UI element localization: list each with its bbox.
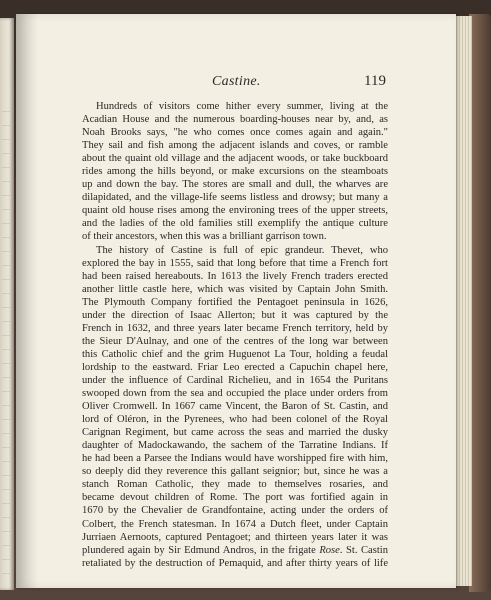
text-line: Jurriaen Aernoots, captured Pentagoet; and thirteen years later it was	[82, 531, 388, 543]
text-line: Colbert, the French statesman. In 1674 a Dutch fleet, under Captain	[82, 518, 388, 530]
text-line: plundered again by Sir Edmund Andros, in the frigate Rose. St. Castin	[82, 544, 388, 556]
text-line: Hundreds of visitors come hither every summer, living at the	[96, 101, 388, 112]
text-line: under the direction of Isaac Allerton; but it was captured by the	[82, 309, 388, 321]
running-title: Castine.	[212, 74, 261, 89]
text-line: quaint old house rises among the environing trees of the upper streets,	[82, 205, 388, 217]
page-header	[0, 74, 491, 94]
text-line: They sail and fish among the adjacent islands and coves, or ramble	[82, 140, 388, 152]
text-line: and the ladies of the old families still exemplify the antique culture	[82, 218, 388, 230]
text-line: about the quaint old village and the adjacent woods, or take buckboard	[82, 153, 388, 165]
book-cover-edge	[469, 14, 491, 592]
text-line: another little castle here, which was visited by Captain John Smith.	[82, 283, 388, 295]
paragraph	[82, 244, 388, 570]
text-line: The Plymouth Company fortified the Pentagoet peninsula in 1626,	[82, 296, 388, 308]
text-line: 1670 by the Chevalier de Grandfontaine, acting under the orders of	[82, 505, 388, 517]
text-line: he had been a Parsee the Indians would have worshipped fire with him,	[82, 453, 388, 465]
body-text	[82, 100, 388, 570]
text-line: dilapidated, and the village-life seems listless and drowsy; but many a	[82, 192, 388, 204]
text-line: the Sieur D'Aulnay, and one of the centres of the long war between	[82, 335, 388, 347]
text-line: of their ancestors, when this was a brilliant garrison town.	[82, 231, 327, 243]
paragraph	[82, 100, 388, 244]
facing-page-text-marks	[2, 98, 10, 578]
page-gutter-shadow	[16, 14, 38, 588]
text-line: Noah Brooks says, "he who comes once comes again and again."	[82, 127, 388, 139]
text-line: up and down the bay. The stores are small and dull, the wharves are	[82, 179, 388, 191]
text-line: lordship to the eastward. Friar Leo erected a Capuchin chapel here,	[82, 361, 388, 373]
text-line: stanch Roman Catholic, they made to themselves rosaries, and	[82, 479, 388, 491]
text-line: rides among the hills beyond, or make excursions on the steamboats	[82, 166, 388, 178]
text-line: so deeply did they reverence this gallant seignior; but, since he was a	[82, 466, 388, 478]
text-line: French in 1632, and three years later became French territory, held by	[82, 322, 388, 334]
text-line: Carignan Regiment, but came across the seas and married the dusky	[82, 427, 388, 439]
text-line: lord of Oléron, in the Pyrenees, who had been colonel of the Royal	[82, 414, 388, 426]
text-line: this Catholic chief and the grim Huguenot La Tour, holding a feudal	[82, 348, 388, 360]
text-line: daughter of Madockawando, the sachem of the Tarratine Indians. If	[82, 440, 388, 452]
text-line: retaliated by the destruction of Pemaquid, and after thirty years of life	[82, 557, 388, 569]
text-line: under the influence of Cardinal Richelieu, and in 1654 the Puritans	[82, 374, 388, 386]
text-line: became devout children of Rome. The port was fortified again in	[82, 492, 388, 504]
text-line: The history of Castine is full of epic grandeur. Thevet, who	[96, 244, 388, 256]
page-number: 119	[364, 73, 386, 89]
text-line: had been raised hereabouts. In 1613 the lively French traders erected	[82, 270, 388, 282]
text-line: Oliver Cromwell. In 1667 came Vincent, the Baron of St. Castin, and	[82, 401, 388, 413]
text-line: swooped down from the sea and occupied the place under orders from	[82, 388, 388, 400]
text-line: explored the bay in 1555, said that long before that time a French fort	[82, 257, 388, 269]
text-line: Acadian House and the numerous boarding-houses near by, and, as	[82, 114, 388, 126]
facing-page-edge	[0, 18, 14, 590]
ship-name: Rose	[319, 544, 340, 556]
